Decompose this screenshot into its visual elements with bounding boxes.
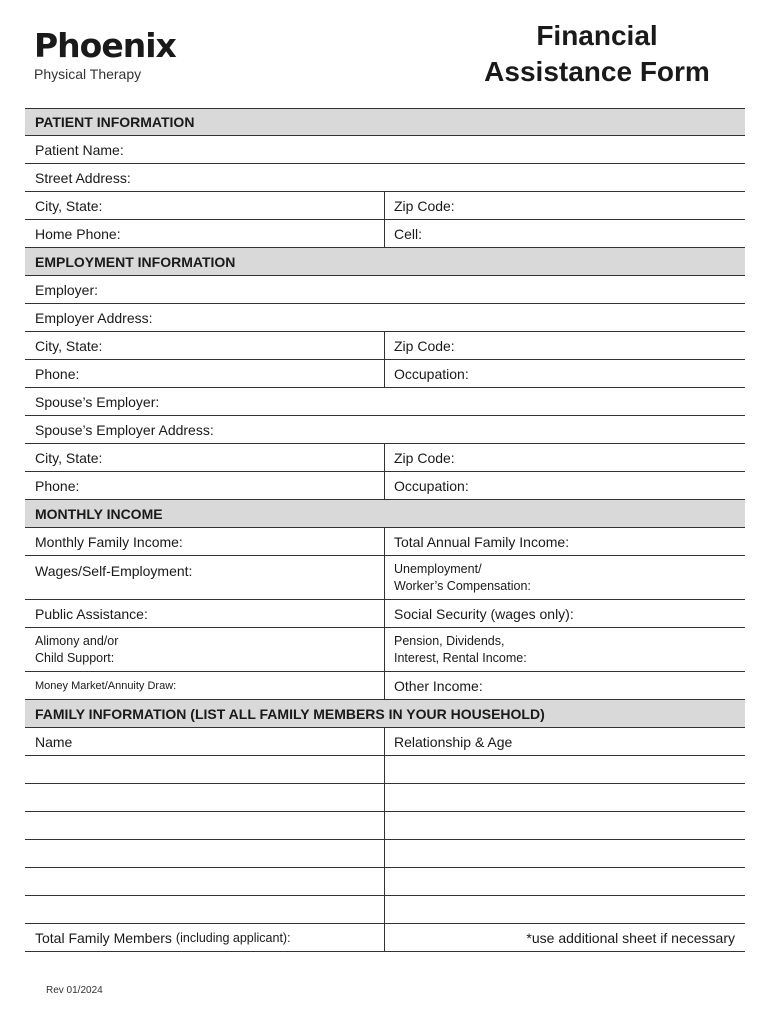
wages-row (25, 556, 745, 600)
spouse-city-zip-row (25, 444, 745, 472)
family-relationship-field[interactable] (385, 868, 745, 895)
family-name-field[interactable] (25, 868, 385, 895)
assistance-form (25, 108, 745, 952)
total-family-members-field[interactable] (25, 924, 385, 951)
family-name-field[interactable] (25, 812, 385, 839)
patient-city-zip-row (25, 192, 745, 220)
spouse-occupation-field[interactable]: Occupation: (394, 477, 469, 494)
employer-city-zip-row (25, 332, 745, 360)
section-header-family (25, 700, 745, 728)
family-name-field[interactable] (25, 840, 385, 867)
form-title-line2: Assistance Form (484, 56, 710, 87)
section-title: MONTHLY INCOME (35, 505, 163, 522)
family-member-row (25, 812, 745, 840)
name-column-header: Name (25, 728, 385, 755)
employer-phone-row (25, 360, 745, 388)
family-member-row (25, 756, 745, 784)
field-label: Pension, Dividends, (394, 634, 505, 648)
logo-wordmark: Phoenix (34, 26, 176, 65)
field-label: Total Family Members (35, 929, 172, 946)
field-label: Employer: (35, 281, 99, 298)
employer-city-state-field[interactable]: City, State: (25, 332, 385, 359)
family-relationship-field[interactable] (385, 756, 745, 783)
section-title: EMPLOYMENT INFORMATION (35, 253, 236, 270)
other-income-field[interactable]: Other Income: (394, 677, 483, 694)
section-header-income (25, 500, 745, 528)
social-security-field[interactable]: Social Security (wages only): (394, 605, 574, 622)
income-totals-row (25, 528, 745, 556)
field-label: Worker’s Compensation: (394, 579, 531, 593)
employer-field[interactable] (25, 276, 745, 304)
field-label: Spouse’s Employer: (35, 393, 160, 410)
section-title: FAMILY INFORMATION (LIST ALL FAMILY MEMBERS IN YOUR HOUSEHOLD) (35, 705, 545, 722)
unemployment-field[interactable] (385, 556, 745, 599)
wages-field[interactable] (25, 556, 385, 599)
employer-phone-field[interactable]: Phone: (25, 360, 385, 387)
city-state-field[interactable]: City, State: (25, 192, 385, 219)
field-label: Child Support: (35, 651, 115, 665)
spouse-city-state-field[interactable]: City, State: (25, 444, 385, 471)
additional-sheet-note: *use additional sheet if necessary (526, 929, 735, 946)
employer-address-field[interactable] (25, 304, 745, 332)
form-title-line1: Financial (536, 20, 658, 51)
family-relationship-field[interactable] (385, 784, 745, 811)
street-address-field[interactable] (25, 164, 745, 192)
family-member-row (25, 840, 745, 868)
other-income-row (25, 672, 745, 700)
family-relationship-field[interactable] (385, 812, 745, 839)
alimony-field[interactable] (25, 628, 385, 671)
field-label: Spouse’s Employer Address: (35, 421, 214, 438)
family-member-row (25, 784, 745, 812)
section-title: PATIENT INFORMATION (35, 114, 195, 130)
revision-date: Rev 01/2024 (46, 985, 103, 996)
family-column-headers (25, 728, 745, 756)
family-name-field[interactable] (25, 896, 385, 923)
field-label: Patient Name: (35, 141, 124, 158)
field-label: Unemployment/ (394, 562, 482, 576)
zip-code-field[interactable]: Zip Code: (394, 197, 455, 214)
family-relationship-field[interactable] (385, 896, 745, 923)
assistance-row (25, 600, 745, 628)
field-label: Alimony and/or (35, 634, 119, 648)
spouse-employer-field[interactable] (25, 388, 745, 416)
family-member-row (25, 868, 745, 896)
employer-zip-code-field[interactable]: Zip Code: (394, 337, 455, 354)
spouse-phone-row (25, 472, 745, 500)
family-relationship-field[interactable] (385, 840, 745, 867)
family-member-row (25, 896, 745, 924)
cell-phone-field[interactable]: Cell: (394, 225, 423, 242)
occupation-field[interactable]: Occupation: (394, 365, 469, 382)
pension-field[interactable] (385, 628, 745, 671)
relationship-column-header: Relationship & Age (394, 733, 513, 750)
public-assistance-field[interactable]: Public Assistance: (25, 600, 385, 627)
field-label: Employer Address: (35, 309, 153, 326)
field-label: Interest, Rental Income: (394, 651, 527, 665)
field-label-note: (including applicant): (175, 930, 291, 945)
spouse-zip-code-field[interactable]: Zip Code: (394, 449, 455, 466)
field-label: Street Address: (35, 169, 131, 186)
section-header-employment (25, 248, 745, 276)
total-annual-income-field[interactable]: Total Annual Family Income: (394, 533, 570, 550)
field-label: Wages/Self-Employment: (35, 563, 193, 579)
spouse-employer-address-field[interactable] (25, 416, 745, 444)
logo-subtitle: Physical Therapy (34, 66, 142, 82)
home-phone-field[interactable]: Home Phone: (25, 220, 385, 247)
money-market-field[interactable]: Money Market/Annuity Draw: (25, 672, 385, 699)
family-total-row (25, 924, 745, 952)
form-title (472, 18, 722, 90)
patient-name-field[interactable] (25, 136, 745, 164)
section-header-patient (25, 108, 745, 136)
family-name-field[interactable] (25, 784, 385, 811)
monthly-family-income-field[interactable]: Monthly Family Income: (25, 528, 385, 555)
family-name-field[interactable] (25, 756, 385, 783)
spouse-phone-field[interactable]: Phone: (25, 472, 385, 499)
alimony-row (25, 628, 745, 672)
company-logo (34, 28, 234, 88)
patient-phone-row (25, 220, 745, 248)
